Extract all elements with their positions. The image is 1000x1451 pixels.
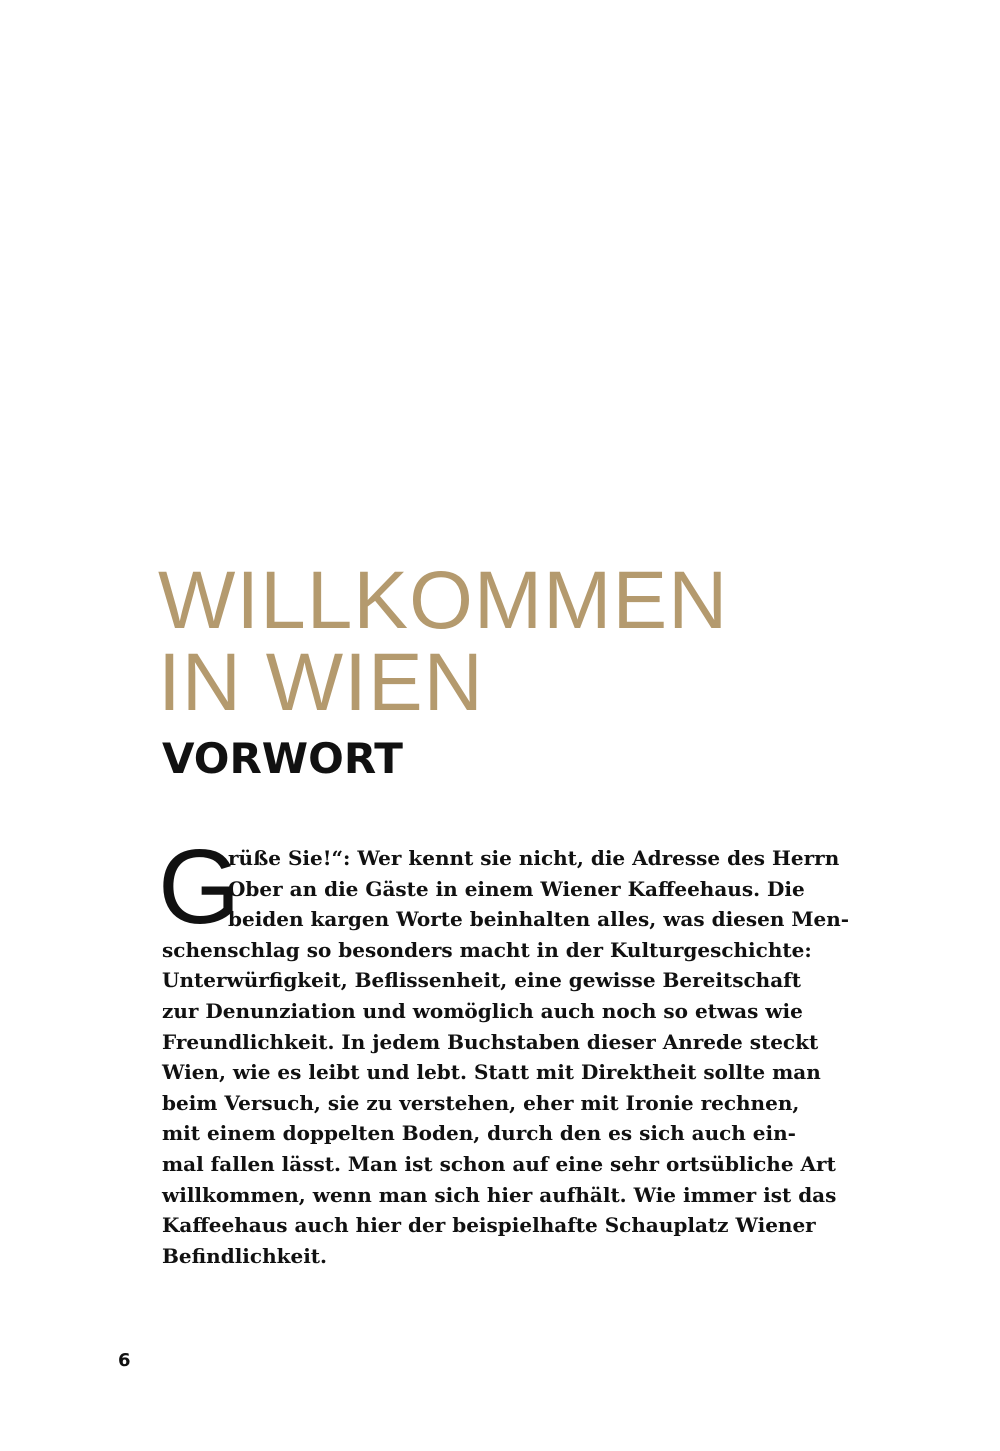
chapter-title [158, 555, 729, 728]
body-line: beim Versuch, sie zu verstehen, eher mit Ironie rechnen, [162, 1090, 800, 1115]
page-number: 6 [118, 1350, 131, 1371]
body-line: Wien, wie es leibt und lebt. Statt mit Direktheit sollte man [162, 1060, 821, 1085]
chapter-subtitle: VORWORT [162, 734, 403, 783]
body-line: beiden kargen Worte beinhalten alles, was diesen Men- [228, 907, 850, 932]
body-line: schenschlag so besonders macht in der Kulturgeschichte: [162, 937, 812, 962]
body-line: Kaffeehaus auch hier der beispielhafte Schauplatz Wiener [162, 1213, 816, 1238]
body-line: Freundlichkeit. In jedem Buchstaben dieser Anrede steckt [162, 1029, 819, 1054]
body-line: zur Denunziation und womöglich auch noch so etwas wie [162, 998, 803, 1023]
drop-cap: G [158, 828, 241, 946]
body-line: willkommen, wenn man sich hier aufhält. Wie immer ist das [162, 1182, 837, 1207]
body-line: Ober an die Gäste in einem Wiener Kaffeehaus. Die [228, 876, 805, 901]
body-line: Unterwürfigkeit, Beflissenheit, eine gewisse Bereitschaft [162, 968, 802, 993]
body-line: mal fallen lässt. Man ist schon auf eine sehr ortsübliche Art [162, 1151, 836, 1176]
chapter-title-line-1: WILLKOMMEN [158, 555, 729, 646]
body-line: mit einem doppelten Boden, durch den es sich auch ein- [162, 1121, 796, 1146]
body-line: rüße Sie!“: Wer kennt sie nicht, die Adresse des Herrn [228, 846, 840, 870]
chapter-title-line-2: IN WIEN [158, 637, 484, 728]
body-paragraph [162, 843, 850, 1271]
body-line: Befindlichkeit. [162, 1243, 327, 1268]
